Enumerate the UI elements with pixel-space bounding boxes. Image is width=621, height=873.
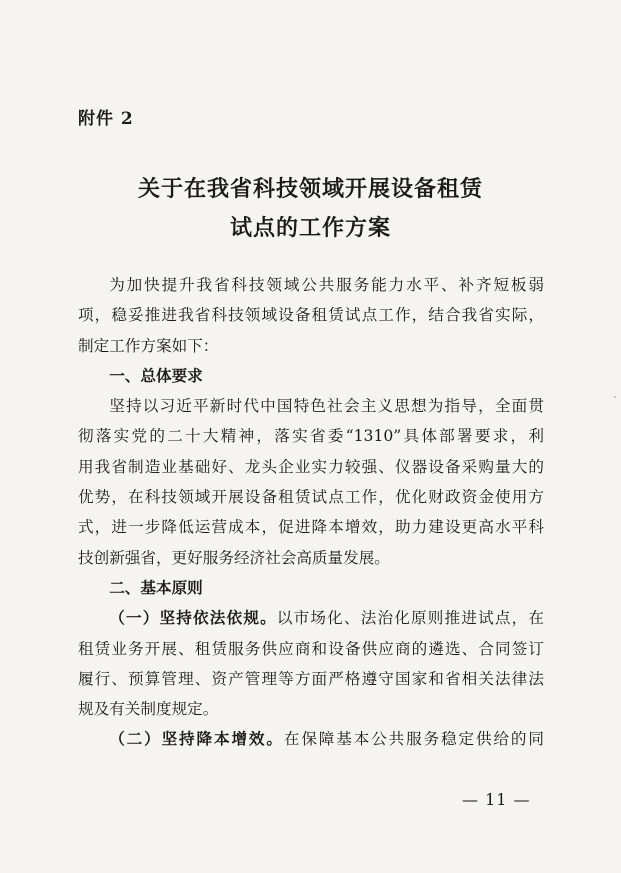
document-title-line-2: 试点的工作方案 bbox=[229, 215, 391, 241]
attachment-label: 附件 2 bbox=[78, 109, 134, 129]
p2-lead: （一）坚持依法依规。 bbox=[109, 608, 277, 628]
document-body bbox=[78, 270, 544, 755]
p3-line-1 bbox=[78, 724, 544, 754]
p1-line-4: 优势，在科技领域开展设备租赁试点工作，优化财政资金使用方 bbox=[78, 488, 544, 507]
p2-line-4: 规及有关制度规定。 bbox=[78, 700, 219, 719]
p1-line-5: 式，进一步降低运营成本，促进降本增效，助力建设更高水平科 bbox=[78, 518, 544, 537]
intro-line-3: 制定工作方案如下： bbox=[78, 336, 219, 355]
scan-speck bbox=[614, 396, 616, 398]
page-number: — 11 — bbox=[462, 790, 531, 809]
p2-line-1 bbox=[78, 603, 544, 633]
p1-line-2: 彻落实党的二十大精神，落实省委“1310”具体部署要求，利 bbox=[78, 427, 544, 446]
p1-line-3: 用我省制造业基础好、龙头企业实力较强、仪器设备采购量大的 bbox=[78, 457, 544, 476]
intro-line-1: 为加快提升我省科技领域公共服务能力水平、补齐短板弱 bbox=[109, 276, 544, 294]
p3-line-1-rest: 在保障基本公共服务稳定供给的同 bbox=[283, 730, 544, 749]
p1-line-6: 技创新强省，更好服务经济社会高质量发展。 bbox=[78, 548, 390, 567]
p2-line-1-rest: 以市场化、法治化原则推进试点，在 bbox=[276, 609, 544, 628]
intro-line-2: 项，稳妥推进我省科技领域设备租赁试点工作，结合我省实际， bbox=[78, 306, 544, 325]
p2-line-2: 租赁业务开展、租赁服务供应商和设备供应商的遴选、合同签订 bbox=[78, 639, 544, 658]
document-title-line-1: 关于在我省科技领域开展设备租赁 bbox=[137, 176, 483, 202]
p1-line-1: 坚持以习近平新时代中国特色社会主义思想为指导，全面贯 bbox=[109, 397, 544, 416]
p3-lead: （二）坚持降本增效。 bbox=[109, 729, 284, 749]
section-heading-1: 一、总体要求 bbox=[109, 365, 203, 385]
section-heading-2: 二、基本原则 bbox=[109, 577, 203, 597]
p2-line-3: 履行、预算管理、资产管理等方面严格遵守国家和省相关法律法 bbox=[78, 669, 544, 688]
